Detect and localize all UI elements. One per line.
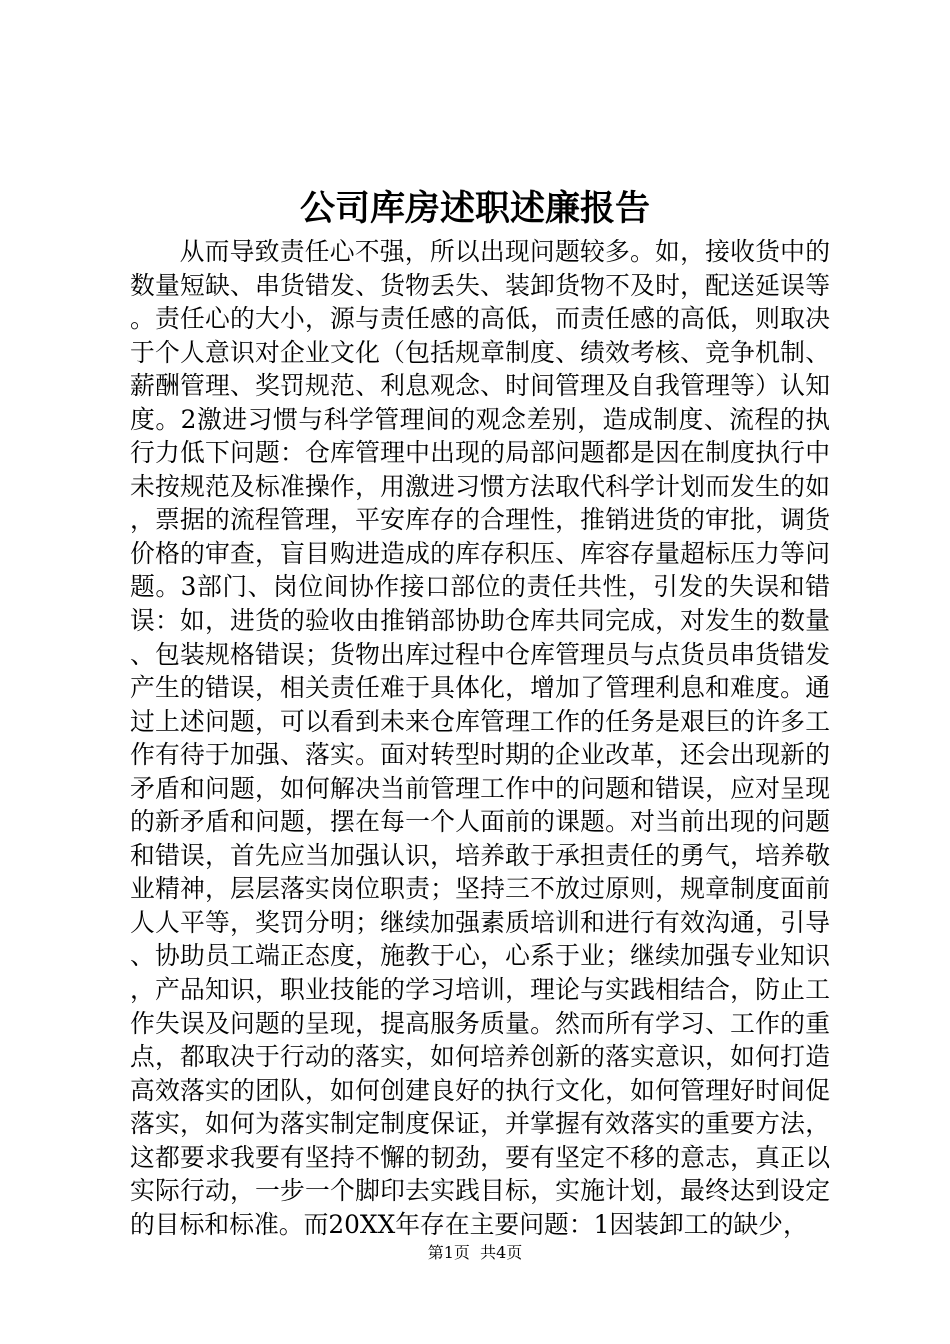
page-total-label: 共4页 — [480, 1243, 523, 1262]
page-number-label: 第1页 — [427, 1243, 470, 1262]
document-title: 公司库房述职述廉报告 — [299, 188, 650, 229]
footer-spacer — [470, 1243, 480, 1262]
page-footer — [0, 1242, 950, 1264]
document-body-paragraph: 从而导致责任心不强，所以出现问题较多。如，接收货中的数量短缺、串货错发、货物丢失、装卸货物不及时，配送延误等。责任心的大小，源与责任感的高低，而责任感的高低，则取决于个人意识对企业文化（包括规章制度、绩效考核、竞争机制、薪酬管理、奖罚规范、利息观念、时间管理及自我管理等）认知度。2激进习惯与科学管理间的观念差别，造成制度、流程的执行力低下问题：仓库管理中出现的局部问题都是因在制度执行中未按规范及标准操作，用激进习惯方法取代科学计划而发生的如，票据的流程管理，平安库存的合理性，推销进货的审批，调货价格的审查，盲目购进造成的库存积压、库容存量超标压力等问题。3部门、岗位间协作接口部位的责任共性，引发的失误和错误：如，进货的验收由推销部协助仓库共同完成，对发生的数量、包装规格错误；货物出库过程中仓库管理员与点货员串货错发产生的错误，相关责任难于具体化，增加了管理利息和难度。通过上述问题，可以看到未来仓库管理工作的任务是艰巨的许多工作有待于加强、落实。面对转型时期的企业改革，还会出现新的矛盾和问题，如何解决当前管理工作中的问题和错误，应对呈现的新矛盾和问题，摆在每一个人面前的课题。对当前出现的问题和错误，首先应当加强认识，培养敢于承担责任的勇气，培养敬业精神，层层落实岗位职责；坚持三不放过原则，规章制度面前人人平等，奖罚分明；继续加强素质培训和进行有效沟通，引导、协助员工端正态度，施教于心，心系于业；继续加强专业知识，产品知识，职业技能的学习培训，理论与实践相结合，防止工作失误及问题的呈现，提高服务质量。然而所有学习、工作的重点，都取决于行动的落实，如何培养创新的落实意识，如何打造高效落实的团队，如何创建良好的执行文化，如何管理好时间促落实，如何为落实制定制度保证，并掌握有效落实的重要方法，这都要求我要有坚持不懈的韧劲，要有坚定不移的意志，真正以实际行动，一步一个脚印去实践目标，实施计划，最终达到设定的目标和标准。而20XX年存在主要问题：1因装卸工的缺少， — [130, 237, 830, 1239]
